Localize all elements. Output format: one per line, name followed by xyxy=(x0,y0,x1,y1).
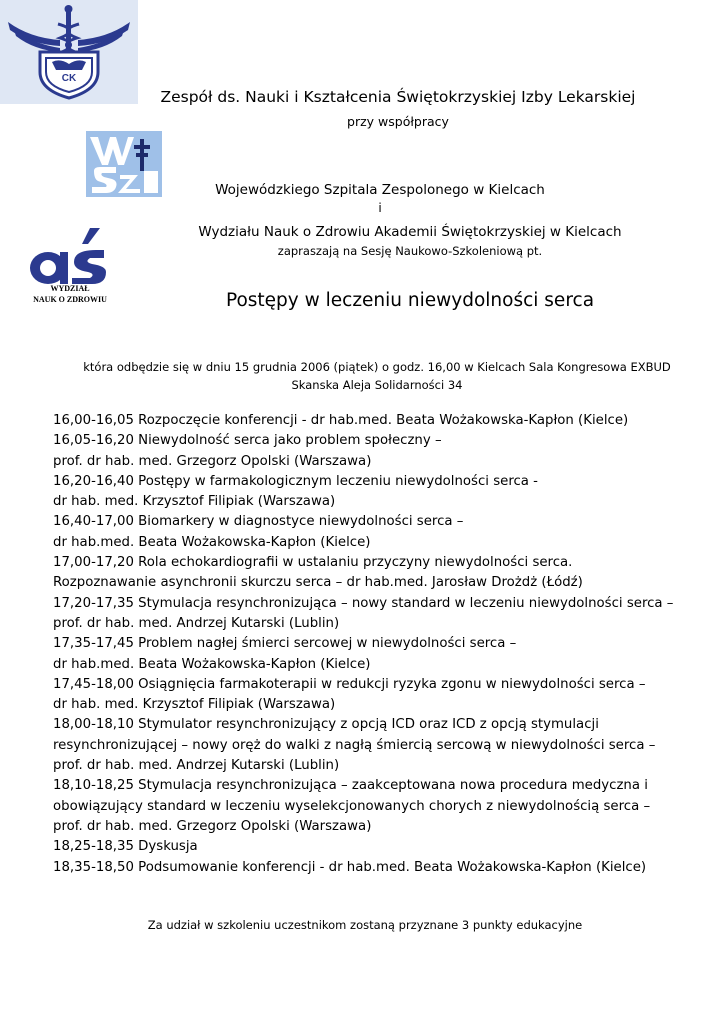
program-item-line: 16,05-16,20 Niewydolność serca jako problem społeczny – xyxy=(53,433,442,449)
program-item-line: 18,00-18,10 Stymulator resynchronizujący z opcją ICD oraz ICD z opcją stymulacji xyxy=(53,717,599,733)
program-item xyxy=(53,634,673,675)
program-item-line: 16,20-16,40 Postępy w farmakologicznym leczeniu niewydolności serca - xyxy=(53,473,538,489)
program-item-line: 17,35-17,45 Problem nagłej śmierci sercowej w niewydolności serca – xyxy=(53,636,517,652)
caduceus-shield-icon xyxy=(0,0,138,104)
program-item-line: prof. dr hab. med. Andrzej Kutarski (Lublin) xyxy=(53,615,340,631)
hospital-name: Wojewódzkiego Szpitala Zespolonego w Kielcach xyxy=(215,182,545,198)
hospital-cross-icon xyxy=(86,131,162,197)
program-item xyxy=(53,594,673,635)
cooperation-text: przy współpracy xyxy=(347,114,449,129)
program-item xyxy=(53,553,673,594)
program-item-line: 18,25-18,35 Dyskusja xyxy=(53,839,198,855)
program-item-line: prof. dr hab. med. Andrzej Kutarski (Lublin) xyxy=(53,758,340,774)
program-item-line: obowiązujący standard w leczeniu wyselekcjonowanych chorych z niewydolnością serca – xyxy=(53,798,651,814)
wnoz-caption-line1: WYDZIAŁ xyxy=(50,284,90,293)
program-item xyxy=(53,715,673,776)
program-item-line: dr hab.med. Beata Wożakowska-Kapłon (Kielce) xyxy=(53,656,371,672)
program-item-line: prof. dr hab. med. Grzegorz Opolski (Warszawa) xyxy=(53,818,372,834)
program-item-line: 18,10-18,25 Stymulacja resynchronizująca – zaakceptowana nowa procedura medyczna i xyxy=(53,778,648,794)
program-item-line: 17,20-17,35 Stymulacja resynchronizująca – nowy standard w leczeniu niewydolności serca – xyxy=(53,595,674,611)
session-title: Postępy w leczeniu niewydolności serca xyxy=(225,290,595,311)
faculty-name: Wydziału Nauk o Zdrowiu Akademii Świętokrzyskiej w Kielcach xyxy=(198,224,622,240)
footer-note: Za udział w szkoleniu uczestnikom zostaną przyznane 3 punkty edukacyjne xyxy=(147,918,583,932)
program-item xyxy=(53,776,673,837)
program-item xyxy=(53,512,673,553)
as-letters-icon xyxy=(24,226,116,290)
program-item xyxy=(53,431,673,472)
program-item-line: dr hab. med. Krzysztof Filipiak (Warszawa) xyxy=(53,494,336,510)
invitation-text: zapraszają na Sesję Naukowo-Szkoleniową pt. xyxy=(277,244,543,258)
program-item xyxy=(53,675,673,716)
program-item-line: 17,45-18,00 Osiągnięcia farmakoterapii w redukcji ryzyka zgonu w niewydolności serca – xyxy=(53,676,646,692)
program-item xyxy=(53,858,673,878)
program-item-line: 16,00-16,05 Rozpoczęcie konferencji - dr hab.med. Beata Wożakowska-Kapłon (Kielce) xyxy=(53,413,629,428)
izba-logo-letters: CK xyxy=(61,73,77,84)
program-item xyxy=(53,837,673,857)
izba-lekarska-logo xyxy=(0,0,138,104)
organizer-title: Zespół ds. Nauki i Kształcenia Świętokrzyskiej Izby Lekarskiej xyxy=(160,88,636,106)
program-item-line: 16,40-17,00 Biomarkery w diagnostyce niewydolności serca – xyxy=(53,514,464,530)
program-item xyxy=(53,411,673,431)
program-item-line: 17,00-17,20 Rola echokardiografii w ustalaniu przyczyny niewydolności serca. xyxy=(53,555,573,571)
date-venue-line: która odbędzie się w dniu 15 grudnia 2006 (piątek) o godz. 16,00 w Kielcach Sala Kongresowa EXBUD xyxy=(83,360,671,374)
conjunction-text: i xyxy=(378,201,382,215)
program-item-line: Rozpoznawanie asynchronii skurczu serca – dr hab.med. Jarosław Drożdż (Łódź) xyxy=(53,575,583,591)
program-item-line: prof. dr hab. med. Grzegorz Opolski (Warszawa) xyxy=(53,453,372,469)
wnoz-caption-line2: NAUK O ZDROWIU xyxy=(33,295,107,304)
program-item-line: 18,35-18,50 Podsumowanie konferencji - dr hab.med. Beata Wożakowska-Kapłon (Kielce) xyxy=(53,859,647,875)
wnoz-faculty-logo xyxy=(24,226,116,308)
wszz-hospital-logo xyxy=(86,131,162,197)
address-line: Skanska Aleja Solidarności 34 xyxy=(291,378,463,392)
program-item xyxy=(53,472,673,513)
program-list xyxy=(53,411,673,878)
program-item-line: dr hab. med. Krzysztof Filipiak (Warszawa) xyxy=(53,697,336,713)
program-item-line: resynchronizującej – nowy oręż do walki z nagłą śmiercią sercową w niewydolności serca – xyxy=(53,737,656,753)
program-item-line: dr hab.med. Beata Wożakowska-Kapłon (Kielce) xyxy=(53,534,371,550)
